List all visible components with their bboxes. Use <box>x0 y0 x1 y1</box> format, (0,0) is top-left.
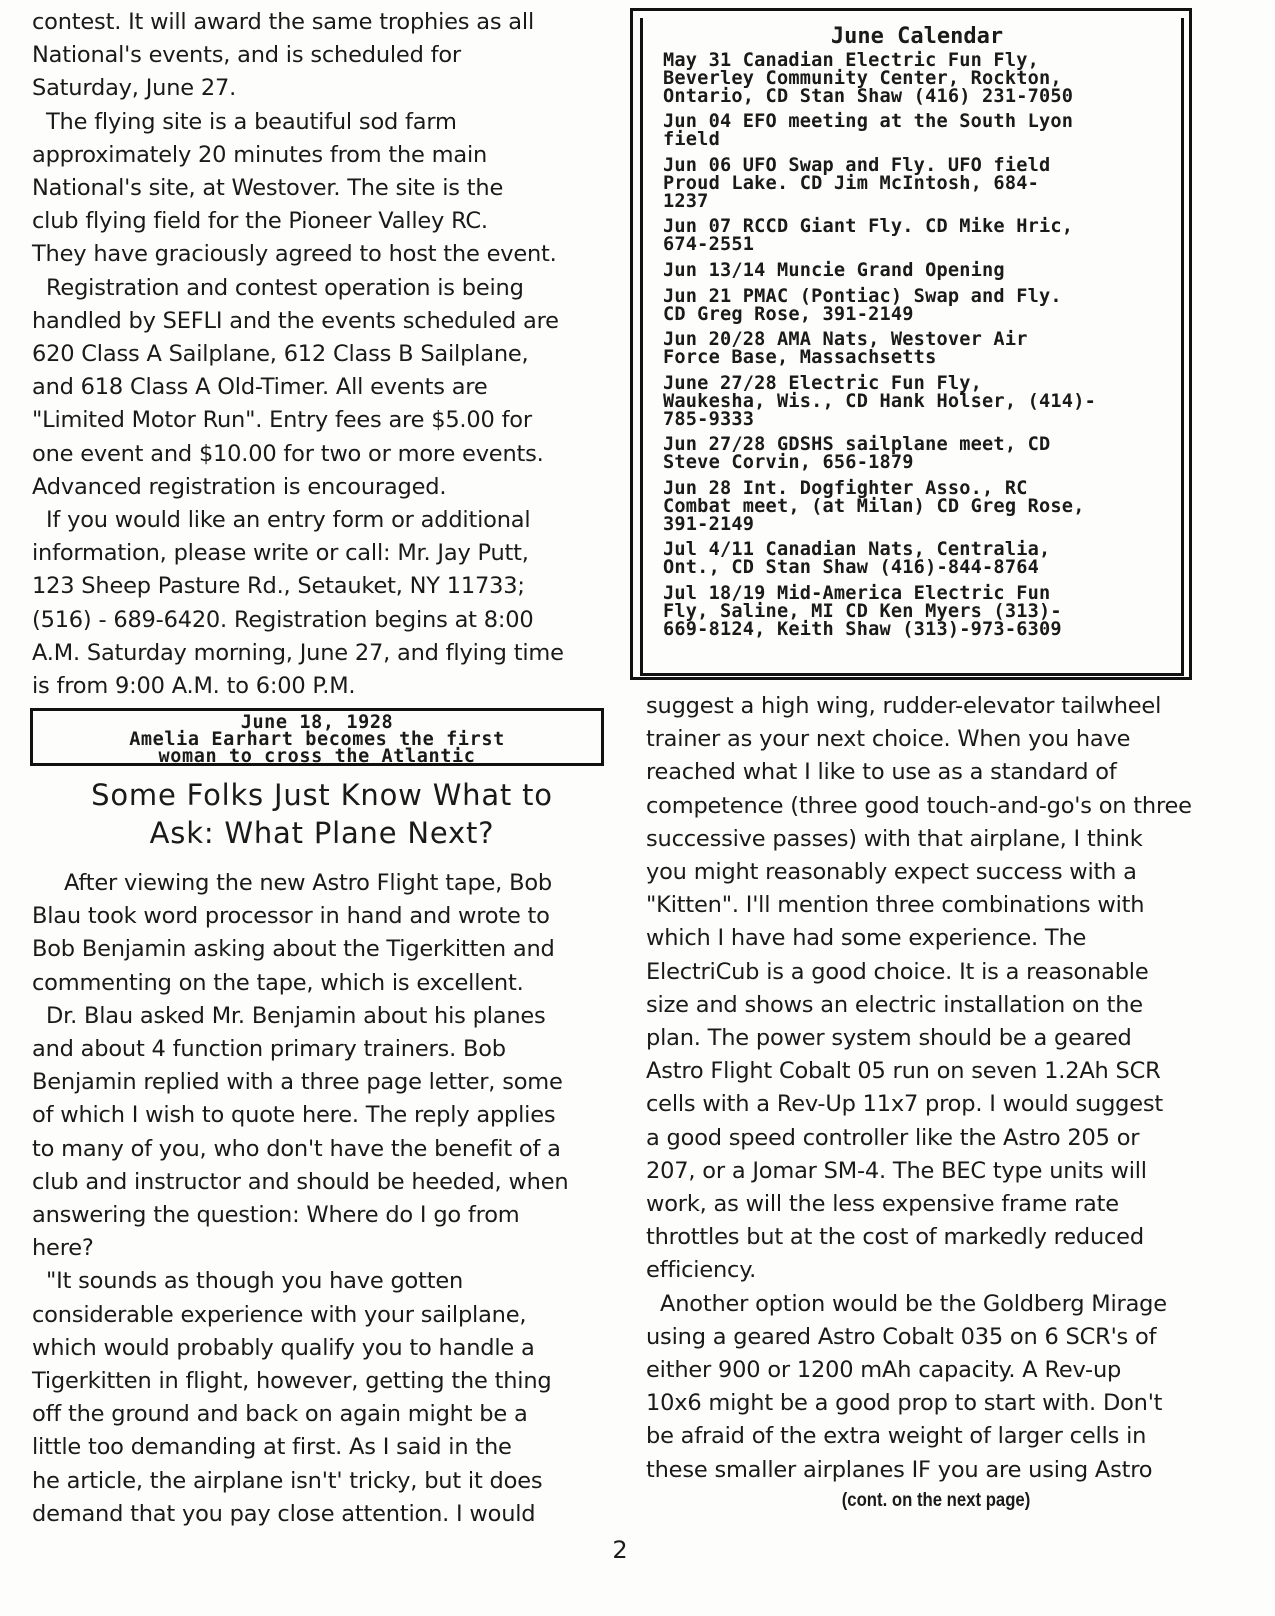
calendar-entry: Jun 04 EFO meeting at the South Lyon field <box>663 111 1074 151</box>
calendar-title: June Calendar <box>830 24 1004 49</box>
paragraph: "It sounds as though you have gotten considerable experience with your sailplane, which would probably qualify you to handle a Tigerkitten in flight, however, getting the thing off the ground and back on again might be a little too demanding at first. As I said in the he article, the airplane isn't' tricky, but it does demand that you pay close attention. I would <box>32 1268 552 1527</box>
paragraph: contest. It will award the same trophies as all National's events, and is scheduled for Saturday, June 27. <box>32 9 535 102</box>
paragraph: Another option would be the Goldberg Mirage using a geared Astro Cobalt 035 on 6 SCR's of either 900 or 1200 mAh capacity. A Rev-up 10x6 might be a good prop to start with. Don't be afraid of the extra weight of larger cells in these smaller airplanes IF you are using Astro <box>646 1290 1167 1483</box>
paragraph: If you would like an entry form or additional information, please write or call: Mr. Jay Putt, 123 Sheep Pasture Rd., Setauket, NY 11733; (516) - 689-6420. Registration begins at 8:00 A.M. Saturday morning, June 27, and flying time is from 9:00 A.M. to 6:00 P.M. <box>32 507 564 700</box>
calendar-entry: Jul 18/19 Mid-America Electric Fun Fly, Saline, MI CD Ken Myers (313)- 669-8124, Keith Shaw (313)-973-6309 <box>663 582 1062 640</box>
right-column <box>646 690 1226 1487</box>
calendar-entry: Jun 20/28 AMA Nats, Westover Air Force Base, Massachsetts <box>663 329 1028 369</box>
paragraph: Registration and contest operation is being handled by SEFLI and the events scheduled are 620 Class A Sailplane, 612 Class B Sailplane, and 618 Class A Old-Timer. All events are "Limited Motor Run". Entry fees are $5.00 for one event and $10.00 for two or more events. Advanced registration is encouraged. <box>32 274 559 500</box>
left-column-top <box>32 6 612 703</box>
calendar-entry: Jun 21 PMAC (Pontiac) Swap and Fly. CD Greg Rose, 391-2149 <box>663 285 1062 325</box>
history-note-date: June 18, 1928 <box>240 712 394 733</box>
calendar-entry: June 27/28 Electric Fun Fly, Waukesha, Wis., CD Hank Holser, (414)- 785-9333 <box>663 372 1096 430</box>
history-note-line: Amelia Earhart becomes the first <box>129 729 505 750</box>
left-column-bottom <box>32 867 612 1531</box>
paragraph: Dr. Blau asked Mr. Benjamin about his planes and about 4 function primary trainers. Bob Benjamin replied with a three page letter, some of which I wish to quote here. The reply applies to many of you, who don't have the benefit of a club and instructor and should be heeded, when answering the question: Where do I go from here? <box>32 1002 569 1262</box>
paragraph: After viewing the new Astro Flight tape, Bob Blau took word processor in hand and wrote to Bob Benjamin asking about the Tigerkitten and commenting on the tape, which is excellent. <box>32 870 555 996</box>
history-note-line: woman to cross the Atlantic <box>158 746 476 767</box>
paragraph: suggest a high wing, rudder-elevator tailwheel trainer as your next choice. When you have reached what I like to use as a standard of competence (three good touch-and-go's on three successive passes) with that airplane, I think you might reasonably expect success with a "Kitten". I'll mention three combinations with which I have had some experience. The ElectriCub is a good choice. It is a reasonable size and shows an electric installation on the plan. The power system should be a geared Astro Flight Cobalt 05 run on seven 1.2Ah SCR cells with a Rev-Up 11x7 prop. I would suggest a good speed controller like the Astro 205 or 207, or a Jomar SM-4. The BEC type units will work, as will the less expensive frame rate throttles but at the cost of markedly reduced efficiency. <box>646 693 1192 1284</box>
calendar-entry: Jun 07 RCCD Giant Fly. CD Mike Hric, 674-2551 <box>663 216 1074 256</box>
history-note-box <box>30 708 604 766</box>
page-number: 2 <box>612 1536 628 1564</box>
calendar-entry: Jun 27/28 GDSHS sailplane meet, CD Steve Corvin, 656-1879 <box>663 434 1051 474</box>
calendar-entry: Jun 13/14 Muncie Grand Opening <box>663 259 1005 281</box>
calendar-entry: May 31 Canadian Electric Fun Fly, Beverley Community Center, Rockton, Ontario, CD Stan Shaw (416) 231-7050 <box>663 50 1074 107</box>
article-headline: Some Folks Just Know What to Ask: What Plane Next? <box>91 778 553 850</box>
calendar-entry: Jul 4/11 Canadian Nats, Centralia, Ont., CD Stan Shaw (416)-844-8764 <box>663 539 1051 579</box>
calendar-entry: Jun 28 Int. Dogfighter Asso., RC Combat meet, (at Milan) CD Greg Rose, 391-2149 <box>663 477 1085 535</box>
calendar-entry: Jun 06 UFO Swap and Fly. UFO field Proud Lake. CD Jim McIntosh, 684- 1237 <box>663 154 1051 212</box>
continued-note: (cont. on the next page) <box>841 1490 1031 1511</box>
paragraph: The flying site is a beautiful sod farm approximately 20 minutes from the main National's site, at Westover. The site is the club flying field for the Pioneer Valley RC. They have graciously agreed to host the event. <box>32 108 557 268</box>
calendar-box <box>640 18 1184 676</box>
